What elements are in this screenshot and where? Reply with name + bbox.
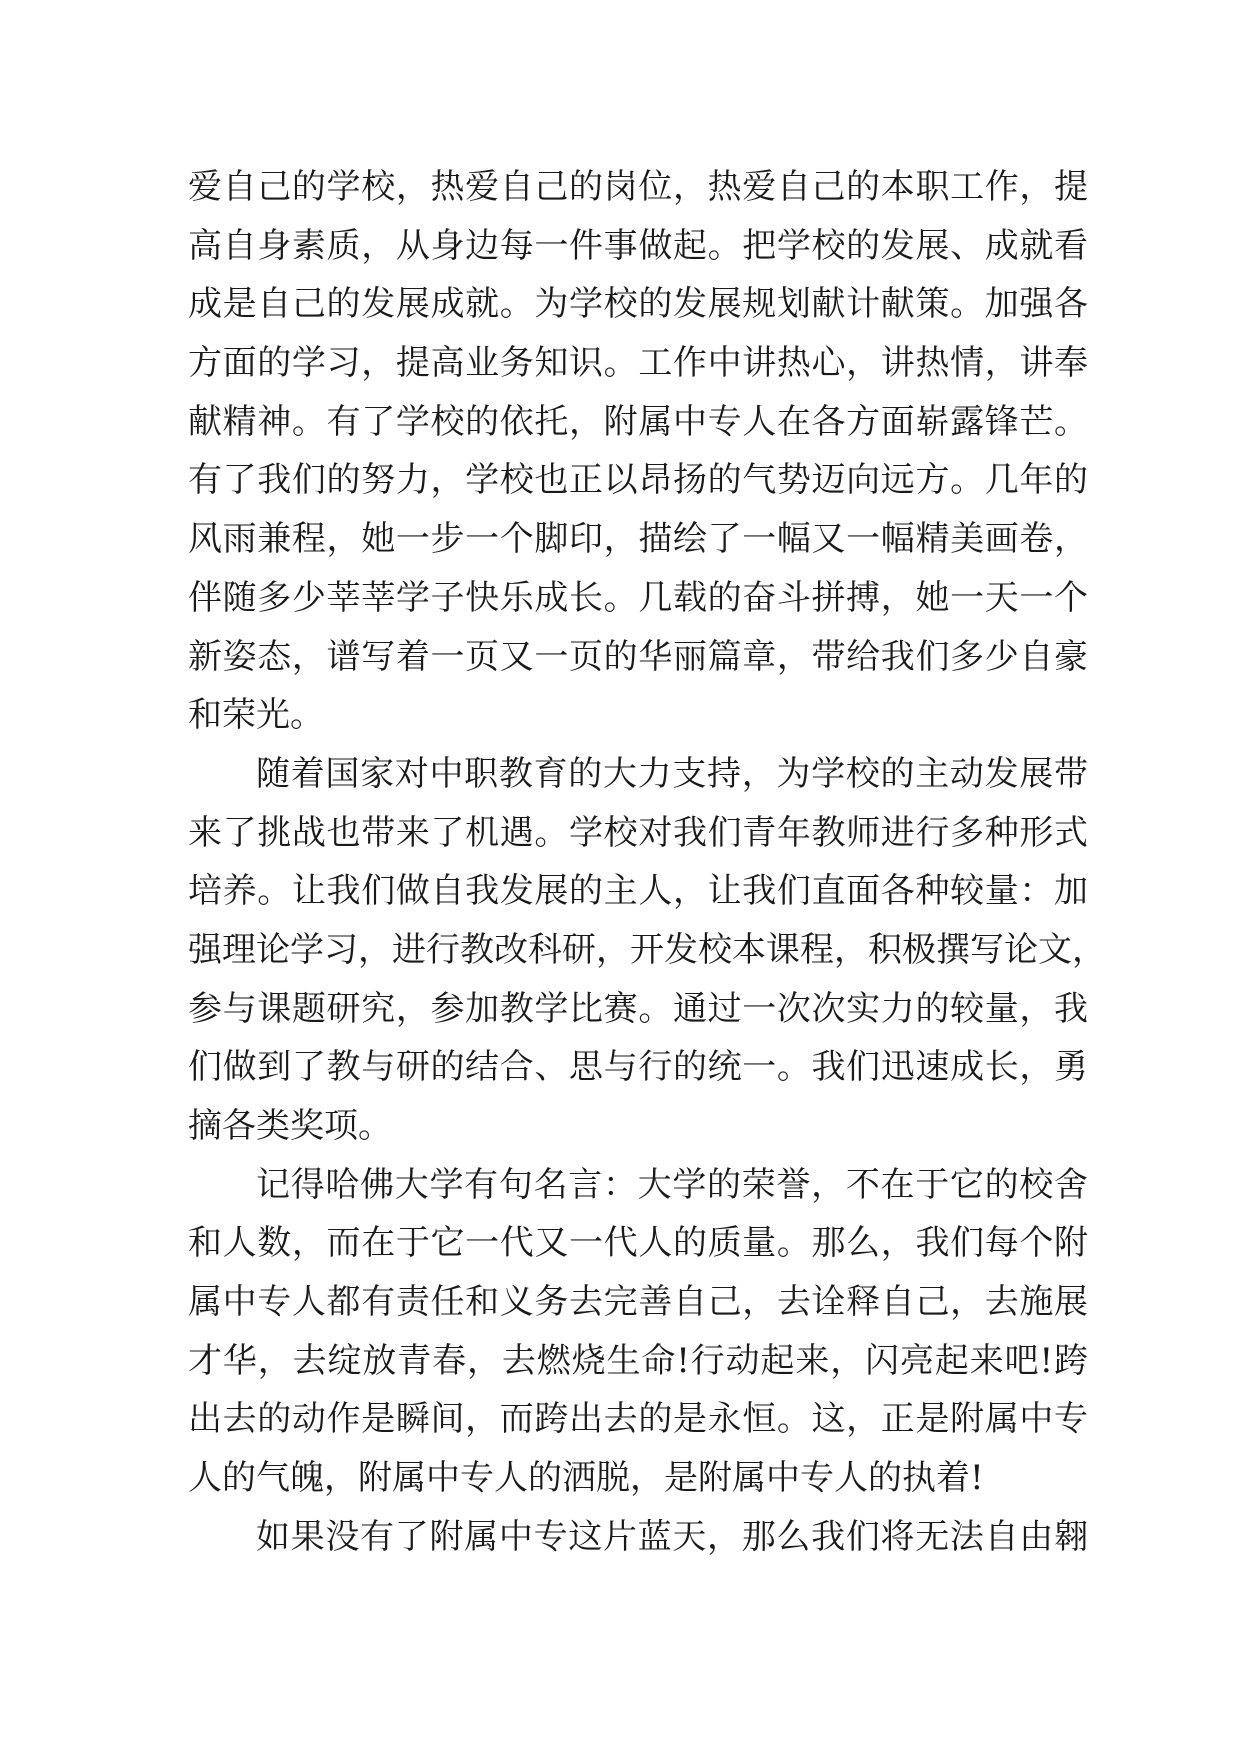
text-line: 参与课题研究，参加教学比赛。通过一次次实力的较量，我 (188, 988, 1088, 1029)
body-text (188, 158, 1106, 1567)
text-line: 方面的学习，提高业务知识。工作中讲热心，讲热情，讲奉 (188, 343, 1088, 384)
text-line: 高自身素质，从身边每一件事做起。把学校的发展、成就看 (188, 225, 1088, 266)
text-line: 成是自己的发展成就。为学校的发展规划献计献策。加强各 (188, 284, 1088, 325)
text-line: 来了挑战也带来了机遇。学校对我们青年教师进行多种形式 (188, 812, 1088, 853)
text-line: 风雨兼程，她一步一个脚印，描绘了一幅又一幅精美画卷， (188, 519, 1088, 560)
text-line: 和人数，而在于它一代又一代人的质量。那么，我们每个附 (188, 1223, 1088, 1264)
text-line: 新姿态，谱写着一页又一页的华丽篇章，带给我们多少自豪 (188, 636, 1088, 677)
text-line: 随着国家对中职教育的大力支持，为学校的主动发展带 (256, 753, 1088, 794)
text-line: 有了我们的努力，学校也正以昂扬的气势迈向远方。几年的 (188, 460, 1088, 501)
text-line: 摘各类奖项。 (188, 1106, 392, 1146)
text-line: 强理论学习，进行教改科研，开发校本课程，积极撰写论文， (188, 929, 1106, 970)
text-line: 才华，去绽放青春，去燃烧生命!行动起来，闪亮起来吧!跨 (188, 1340, 1088, 1381)
text-line: 人的气魄，附属中专人的洒脱，是附属中专人的执着! (188, 1458, 984, 1499)
text-line: 和荣光。 (188, 695, 324, 736)
text-line: 们做到了教与研的结合、思与行的统一。我们迅速成长，勇 (188, 1047, 1088, 1088)
text-line: 如果没有了附属中专这片蓝天，那么我们将无法自由翱 (256, 1516, 1088, 1557)
text-line: 献精神。有了学校的依托，附属中专人在各方面崭露锋芒。 (188, 401, 1088, 442)
text-line: 出去的动作是瞬间，而跨出去的是永恒。这，正是附属中专 (188, 1399, 1088, 1440)
text-line: 伴随多少莘莘学子快乐成长。几载的奋斗拼搏，她一天一个 (188, 577, 1088, 618)
text-line: 培养。让我们做自我发展的主人，让我们直面各种较量：加 (188, 871, 1088, 912)
text-line: 属中专人都有责任和义务去完善自己，去诠释自己，去施展 (188, 1282, 1088, 1323)
text-line: 记得哈佛大学有句名言：大学的荣誉，不在于它的校舍 (256, 1164, 1088, 1205)
text-line: 爱自己的学校，热爱自己的岗位，热爱自己的本职工作，提 (188, 167, 1088, 207)
